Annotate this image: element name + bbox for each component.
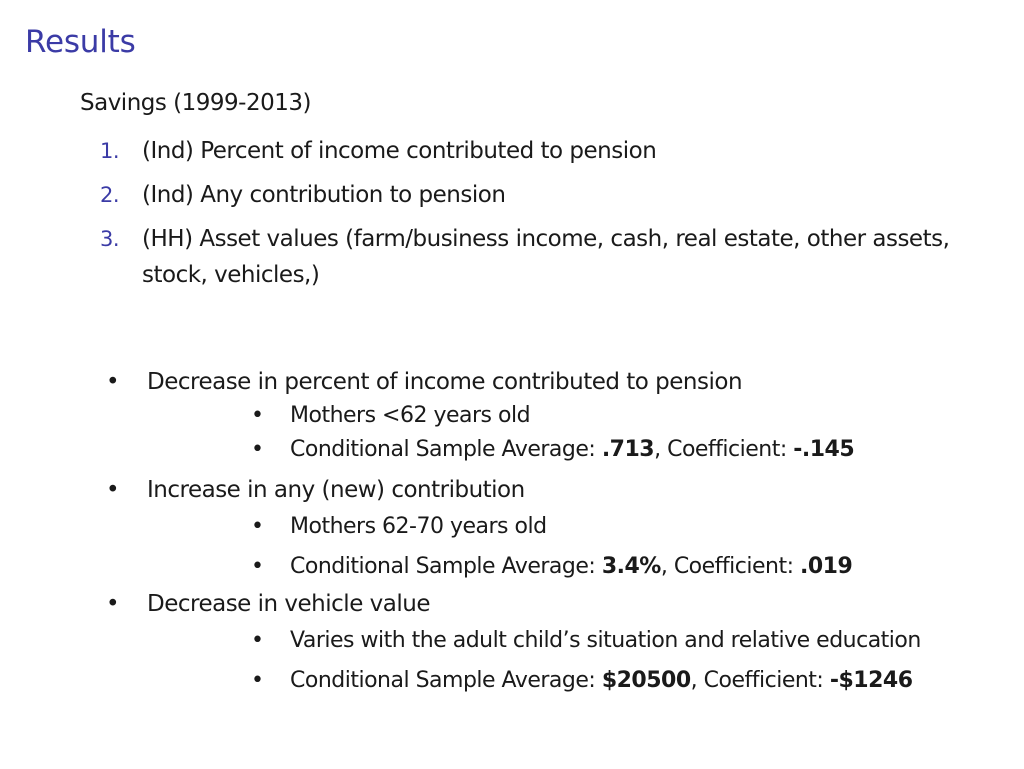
sample-average-value: 3.4% (601, 554, 661, 579)
finding-item (106, 365, 1006, 467)
bullet-icon: • (106, 591, 120, 617)
bullet-icon: • (106, 369, 120, 395)
detail-prefix: Conditional Sample Average: (290, 437, 602, 462)
coefficient-value: .019 (800, 554, 853, 579)
numbered-item (100, 177, 980, 213)
detail-item (147, 399, 1006, 433)
findings-list (106, 365, 1006, 701)
finding-text: Decrease in vehicle value (147, 591, 430, 617)
detail-text: Varies with the adult child’s situation and relative education (290, 628, 921, 653)
bullet-icon: • (106, 477, 120, 503)
detail-text: Mothers <62 years old (290, 403, 531, 428)
item-number: 2. (100, 183, 120, 207)
detail-item (147, 433, 1006, 467)
finding-text: Increase in any (new) contribution (147, 477, 525, 503)
finding-details (147, 621, 1006, 701)
detail-mid: , Coefficient: (654, 437, 794, 462)
bullet-icon: • (251, 554, 264, 579)
numbered-list (100, 133, 980, 301)
finding-details (147, 507, 1006, 587)
item-text: (HH) Asset values (farm/business income, cash, real estate, other assets, stock, vehicles,) (142, 226, 950, 288)
sample-average-value: $20500 (601, 668, 691, 693)
finding-item (106, 473, 1006, 587)
item-number: 1. (100, 139, 120, 163)
detail-text: Mothers 62-70 years old (290, 514, 547, 539)
item-text: (Ind) Percent of income contributed to pension (142, 138, 657, 164)
numbered-item (100, 221, 980, 293)
sample-average-value: .713 (601, 437, 655, 462)
detail-item (147, 661, 1006, 701)
detail-item (147, 547, 1006, 587)
coefficient-value: -$1246 (829, 668, 913, 693)
bullet-icon: • (251, 437, 264, 462)
detail-item (147, 507, 1006, 547)
numbered-item (100, 133, 980, 169)
detail-prefix: Conditional Sample Average: (290, 668, 602, 693)
section-heading: Savings (1999-2013) (80, 90, 311, 116)
item-text: (Ind) Any contribution to pension (142, 182, 506, 208)
finding-details (147, 399, 1006, 467)
detail-prefix: Conditional Sample Average: (290, 554, 602, 579)
bullet-icon: • (251, 628, 264, 653)
bullet-icon: • (251, 668, 264, 693)
bullet-icon: • (251, 403, 264, 428)
page-title: Results (25, 24, 136, 60)
finding-text: Decrease in percent of income contributed to pension (147, 369, 743, 395)
detail-mid: , Coefficient: (660, 554, 800, 579)
coefficient-value: -.145 (793, 437, 855, 462)
finding-item (106, 587, 1006, 701)
item-number: 3. (100, 227, 120, 251)
detail-mid: , Coefficient: (690, 668, 830, 693)
detail-item (147, 621, 1006, 661)
bullet-icon: • (251, 514, 264, 539)
